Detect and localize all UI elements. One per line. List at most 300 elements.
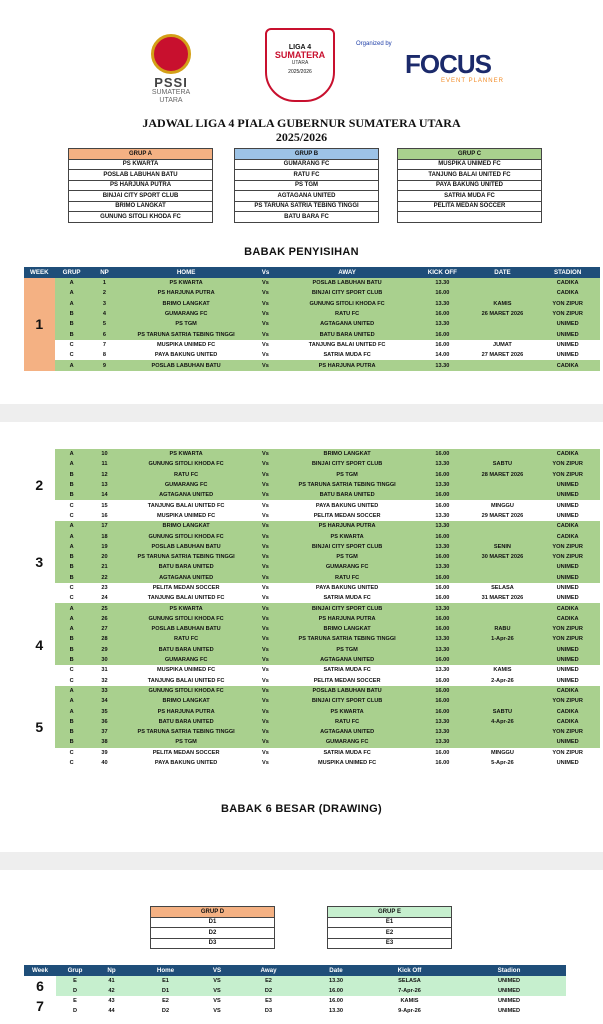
table-row (24, 340, 600, 350)
cell: Vs (252, 552, 279, 562)
cell: YON ZIPUR (535, 552, 600, 562)
cell: A (55, 278, 89, 288)
cell: POSLAB LABUHAN BATU (279, 686, 415, 696)
cell: 2-Apr-26 (470, 676, 536, 686)
table-row (24, 490, 600, 500)
table-row (24, 676, 600, 686)
cell: A (55, 542, 89, 552)
cell: YON ZIPUR (535, 634, 600, 644)
group-team: BATU BARA FC (235, 212, 379, 223)
cell: MUSPIKA UNIMED FC (279, 758, 415, 768)
cell: 20 (89, 552, 121, 562)
table-row (24, 500, 600, 510)
cell (470, 521, 536, 531)
week-number: 1 (24, 278, 55, 371)
cell: RATU FC (120, 634, 252, 644)
cell: SATRIA MUDA FC (279, 350, 415, 360)
cell: CADIKA (535, 288, 600, 298)
table-row (24, 686, 600, 696)
week-number: 4 (24, 603, 55, 685)
table-row (24, 360, 600, 370)
column-header: Week (24, 965, 56, 976)
cell: BRIMO LANGKAT (120, 696, 252, 706)
table-row (24, 706, 600, 716)
cell: PS HARJUNA PUTRA (279, 360, 415, 370)
cell: PS TARUNA SATRIA TEBING TINGGI (120, 329, 252, 339)
cell: 14 (89, 490, 121, 500)
cell (470, 319, 536, 329)
cell: 16.00 (415, 288, 469, 298)
cell: 7 (89, 340, 121, 350)
cell: A (55, 299, 89, 309)
table-row (24, 696, 600, 706)
cell: KAMIS (367, 996, 452, 1006)
cell: B (55, 552, 89, 562)
cell: E1 (129, 976, 202, 986)
cell: 2 (89, 288, 121, 298)
group-header (328, 907, 452, 918)
cell: 38 (89, 737, 121, 747)
page-gap (0, 404, 603, 422)
table-row (24, 603, 600, 613)
cell: C (55, 340, 89, 350)
cell: 26 MARET 2026 (470, 309, 536, 319)
cell: A (55, 360, 89, 370)
cell: 13.30 (415, 665, 469, 675)
table-row (24, 655, 600, 665)
cell: BINJAI CITY SPORT CLUB (279, 696, 415, 706)
group-team: PELITA MEDAN SOCCER (398, 201, 542, 212)
cell: BRIMO LANGKAT (120, 521, 252, 531)
table-row (24, 583, 600, 593)
pssi-emblem-icon (151, 34, 191, 74)
pssi-text: PSSI (154, 75, 188, 90)
cell: E3 (232, 996, 305, 1006)
cell: PAYA BAKUNG UNITED (279, 500, 415, 510)
cell: GUNUNG SITOLI KHODA FC (120, 614, 252, 624)
table-row (24, 470, 600, 480)
group-team: TANJUNG BALAI UNITED FC (398, 170, 542, 181)
cell: Vs (252, 686, 279, 696)
cell: Vs (252, 278, 279, 288)
cell: AGTAGANA UNITED (279, 655, 415, 665)
cell: PS TGM (120, 737, 252, 747)
cell: 16.00 (415, 583, 469, 593)
group-row (151, 917, 275, 928)
cell: CADIKA (535, 521, 600, 531)
cell: 16.00 (415, 552, 469, 562)
cell (470, 531, 536, 541)
cell: PS HARJUNA PUTRA (279, 521, 415, 531)
cell: 5 (89, 319, 121, 329)
cell: PS HARJUNA PUTRA (279, 614, 415, 624)
cell: GUNUNG SITOLI KHODA FC (120, 686, 252, 696)
group-name: GRUP A (69, 149, 213, 160)
group-row (398, 191, 542, 202)
cell: 16 (89, 511, 121, 521)
group-table (68, 148, 213, 223)
cell: Vs (252, 603, 279, 613)
group-row (151, 928, 275, 939)
cell: E2 (232, 976, 305, 986)
cell: PS TARUNA SATRIA TEBING TINGGI (120, 552, 252, 562)
season-title: 2025/2026 (275, 130, 328, 144)
group-table (150, 906, 275, 949)
cell: UNIMED (535, 737, 600, 747)
cell: RATU FC (279, 573, 415, 583)
cell: PELITA MEDAN SOCCER (279, 676, 415, 686)
group-row (235, 212, 379, 223)
cell: Vs (252, 480, 279, 490)
organized-by: Organized by (356, 41, 392, 47)
cell: Vs (252, 583, 279, 593)
cell: 16.00 (415, 686, 469, 696)
cell: GUNUNG SITOLI KHODA FC (279, 299, 415, 309)
cell: Vs (252, 645, 279, 655)
group-team: POSLAB LABUHAN BATU (69, 170, 213, 181)
table-row (24, 758, 600, 768)
table-row (24, 727, 600, 737)
cell: 16.00 (415, 309, 469, 319)
cell: 36 (89, 717, 121, 727)
cell: MUSPIKA UNIMED FC (120, 511, 252, 521)
cell: 22 (89, 573, 121, 583)
cell: POSLAB LABUHAN BATU (120, 624, 252, 634)
cell: PS KWARTA (120, 449, 252, 459)
cell: 37 (89, 727, 121, 737)
cell: 15 (89, 500, 121, 510)
cell: YON ZIPUR (535, 696, 600, 706)
cell: GUMARANG FC (120, 480, 252, 490)
cell: YON ZIPUR (535, 459, 600, 469)
group-team: GUMARANG FC (235, 159, 379, 170)
cell (470, 562, 536, 572)
cell: GUMARANG FC (279, 562, 415, 572)
cell: Vs (252, 727, 279, 737)
cell: VS (202, 976, 232, 986)
cell: 14.00 (415, 350, 469, 360)
column-header: STADION (535, 267, 600, 278)
cell: 13.30 (415, 299, 469, 309)
cell: Vs (252, 614, 279, 624)
cell: Vs (252, 696, 279, 706)
cell: UNIMED (535, 350, 600, 360)
cell (470, 645, 536, 655)
cell: 16.00 (415, 655, 469, 665)
group-team: AGTAGANA UNITED (235, 191, 379, 202)
group-row (235, 159, 379, 170)
schedule-table-week1 (24, 267, 600, 371)
cell: CADIKA (535, 278, 600, 288)
table-row (24, 329, 600, 339)
cell: 16.00 (415, 490, 469, 500)
header-row (24, 267, 600, 278)
pssi-region: SUMATERA UTARA (151, 89, 191, 104)
column-header: Home (129, 965, 202, 976)
group-row (69, 212, 213, 223)
cell: VS (202, 1006, 232, 1016)
column-header: HOME (120, 267, 252, 278)
cell: 16.00 (415, 593, 469, 603)
group-row (398, 201, 542, 212)
cell: 41 (94, 976, 129, 986)
cell: GUMARANG FC (120, 309, 252, 319)
cell: TANJUNG BALAI UNITED FC (120, 676, 252, 686)
cell: A (55, 288, 89, 298)
cell: Vs (252, 511, 279, 521)
cell: B (55, 634, 89, 644)
cell (470, 288, 536, 298)
column-header: DATE (470, 267, 536, 278)
group-row (398, 159, 542, 170)
cell: SENIN (470, 542, 536, 552)
cell: 11 (89, 459, 121, 469)
cell: 13.30 (415, 521, 469, 531)
cell: SELASA (367, 976, 452, 986)
cell: KAMIS (470, 299, 536, 309)
cell: 13.30 (415, 717, 469, 727)
cell: POSLAB LABUHAN BATU (120, 360, 252, 370)
cell: C (55, 511, 89, 521)
cell: YON ZIPUR (535, 309, 600, 319)
cell: MINGGU (470, 748, 536, 758)
cell: BINJAI CITY SPORT CLUB (279, 459, 415, 469)
column-header: Kick Off (367, 965, 452, 976)
group-team: D1 (151, 917, 275, 928)
table-row (24, 614, 600, 624)
cell: MINGGU (470, 500, 536, 510)
cell: 16.00 (415, 624, 469, 634)
cell: Vs (252, 624, 279, 634)
cell: 16.00 (415, 531, 469, 541)
cell: TANJUNG BALAI UNITED FC (279, 340, 415, 350)
cell: CADIKA (535, 360, 600, 370)
cell: Vs (252, 706, 279, 716)
cell: BINJAI CITY SPORT CLUB (279, 542, 415, 552)
cell: PS KWARTA (120, 278, 252, 288)
pssi-logo (142, 34, 200, 105)
cell: 13.30 (415, 542, 469, 552)
cell: 30 (89, 655, 121, 665)
cell: Vs (252, 500, 279, 510)
table-row (24, 459, 600, 469)
cell: D (56, 986, 94, 996)
cell: 5-Apr-26 (470, 758, 536, 768)
cell: GUNUNG SITOLI KHODA FC (120, 459, 252, 469)
cell (470, 449, 536, 459)
cell: 24 (89, 593, 121, 603)
group-row (328, 928, 452, 939)
cell: 39 (89, 748, 121, 758)
cell: Vs (252, 542, 279, 552)
cell: TANJUNG BALAI UNITED FC (120, 500, 252, 510)
cell: Vs (252, 350, 279, 360)
cell: E2 (129, 996, 202, 1006)
cell: B (55, 480, 89, 490)
cell: UNIMED (535, 676, 600, 686)
cell: 13.30 (415, 480, 469, 490)
group-team: PS TGM (235, 180, 379, 191)
cell: Vs (252, 521, 279, 531)
group-team: GUNUNG SITOLI KHODA FC (69, 212, 213, 223)
table-row (24, 562, 600, 572)
cell: Vs (252, 490, 279, 500)
cell: 10 (89, 449, 121, 459)
table-row (24, 573, 600, 583)
cell: UNIMED (452, 976, 566, 986)
cell: YON ZIPUR (535, 748, 600, 758)
cell: 16.00 (415, 706, 469, 716)
cell: D3 (232, 1006, 305, 1016)
cell: PS TARUNA SATRIA TEBING TINGGI (279, 480, 415, 490)
cell: 32 (89, 676, 121, 686)
column-header: NP (89, 267, 121, 278)
cell: 44 (94, 1006, 129, 1016)
cell: C (55, 593, 89, 603)
group-row (151, 938, 275, 949)
cell: A (55, 521, 89, 531)
cell: Vs (252, 340, 279, 350)
table-row (24, 737, 600, 747)
week-number: 6 (24, 976, 56, 996)
group-name: GRUP C (398, 149, 542, 160)
section-babak-penyisihan: BABAK PENYISIHAN (244, 246, 359, 258)
cell (470, 278, 536, 288)
cell: Vs (252, 531, 279, 541)
cell: YON ZIPUR (535, 470, 600, 480)
cell: 13.30 (305, 976, 367, 986)
group-team (398, 212, 542, 223)
cell: C (55, 350, 89, 360)
table-row (24, 521, 600, 531)
cell: A (55, 706, 89, 716)
column-header: Np (94, 965, 129, 976)
cell: RATU FC (120, 470, 252, 480)
group-header (151, 907, 275, 918)
page-gap (0, 852, 603, 870)
cell: B (55, 573, 89, 583)
cell: SATRIA MUDA FC (279, 748, 415, 758)
cell (470, 737, 536, 747)
cell: CADIKA (535, 717, 600, 727)
cell: UNIMED (535, 583, 600, 593)
cell: A (55, 614, 89, 624)
table-row (24, 748, 600, 758)
week-number: 5 (24, 686, 55, 768)
cell: 13.30 (415, 360, 469, 370)
cell: POSLAB LABUHAN BATU (279, 278, 415, 288)
week-number: 3 (24, 521, 55, 603)
table-row (24, 645, 600, 655)
cell: A (55, 624, 89, 634)
column-header: AWAY (279, 267, 415, 278)
schedule-table-6-besar (24, 965, 566, 1016)
cell: 6 (89, 329, 121, 339)
cell: 13.30 (415, 603, 469, 613)
table-row (24, 309, 600, 319)
cell: MUSPIKA UNIMED FC (120, 665, 252, 675)
cell: 31 MARET 2026 (470, 593, 536, 603)
cell: PS TGM (279, 552, 415, 562)
cell: 13 (89, 480, 121, 490)
cell: 4 (89, 309, 121, 319)
group-team: SATRIA MUDA FC (398, 191, 542, 202)
cell: B (55, 319, 89, 329)
section-babak-6-besar: BABAK 6 BESAR (DRAWING) (221, 803, 382, 815)
group-team: PS HARJUNA PUTRA (69, 180, 213, 191)
cell: 21 (89, 562, 121, 572)
cell: B (55, 309, 89, 319)
cell: 33 (89, 686, 121, 696)
header-row (24, 965, 566, 976)
cell: UNIMED (535, 319, 600, 329)
cell: D2 (129, 1006, 202, 1016)
cell: UNIMED (452, 996, 566, 1006)
table-row (24, 480, 600, 490)
table-row (24, 624, 600, 634)
cell: Vs (252, 299, 279, 309)
liga4-logo: LIGA 4 SUMATERA UTARA 2025/2026 (265, 28, 335, 102)
cell: B (55, 329, 89, 339)
cell: Vs (252, 758, 279, 768)
table-row (24, 717, 600, 727)
cell: UNIMED (535, 480, 600, 490)
group-team: E2 (328, 928, 452, 939)
cell: 8 (89, 350, 121, 360)
cell: 9-Apr-26 (367, 1006, 452, 1016)
cell: C (55, 676, 89, 686)
cell: YON ZIPUR (535, 624, 600, 634)
group-header (398, 149, 542, 160)
cell: Vs (252, 748, 279, 758)
group-row (235, 201, 379, 212)
cell: Vs (252, 665, 279, 675)
cell: 29 MARET 2026 (470, 511, 536, 521)
group-team: PAYA BAKUNG UNITED (398, 180, 542, 191)
cell: MUSPIKA UNIMED FC (120, 340, 252, 350)
cell: PAYA BAKUNG UNITED (120, 350, 252, 360)
cell: AGTAGANA UNITED (279, 319, 415, 329)
cell: D1 (129, 986, 202, 996)
table-row (24, 593, 600, 603)
cell: Vs (252, 319, 279, 329)
group-row (398, 212, 542, 223)
group-row (69, 170, 213, 181)
table-row (24, 996, 566, 1006)
group-team: D3 (151, 938, 275, 949)
cell: UNIMED (535, 500, 600, 510)
cell: POSLAB LABUHAN BATU (120, 542, 252, 552)
cell: PS HARJUNA PUTRA (120, 706, 252, 716)
column-header: Date (305, 965, 367, 976)
column-header: Stadion (452, 965, 566, 976)
cell: B (55, 470, 89, 480)
cell: Vs (252, 655, 279, 665)
cell: BINJAI CITY SPORT CLUB (279, 288, 415, 298)
group-table (327, 906, 452, 949)
cell: 25 (89, 603, 121, 613)
cell: 16.00 (415, 758, 469, 768)
cell: CADIKA (535, 706, 600, 716)
cell: C (55, 665, 89, 675)
cell: YON ZIPUR (535, 299, 600, 309)
group-row (328, 917, 452, 928)
cell: SATRIA MUDA FC (279, 593, 415, 603)
group-row (69, 191, 213, 202)
column-header: Vs (252, 267, 279, 278)
cell: 17 (89, 521, 121, 531)
cell: 13.30 (415, 319, 469, 329)
